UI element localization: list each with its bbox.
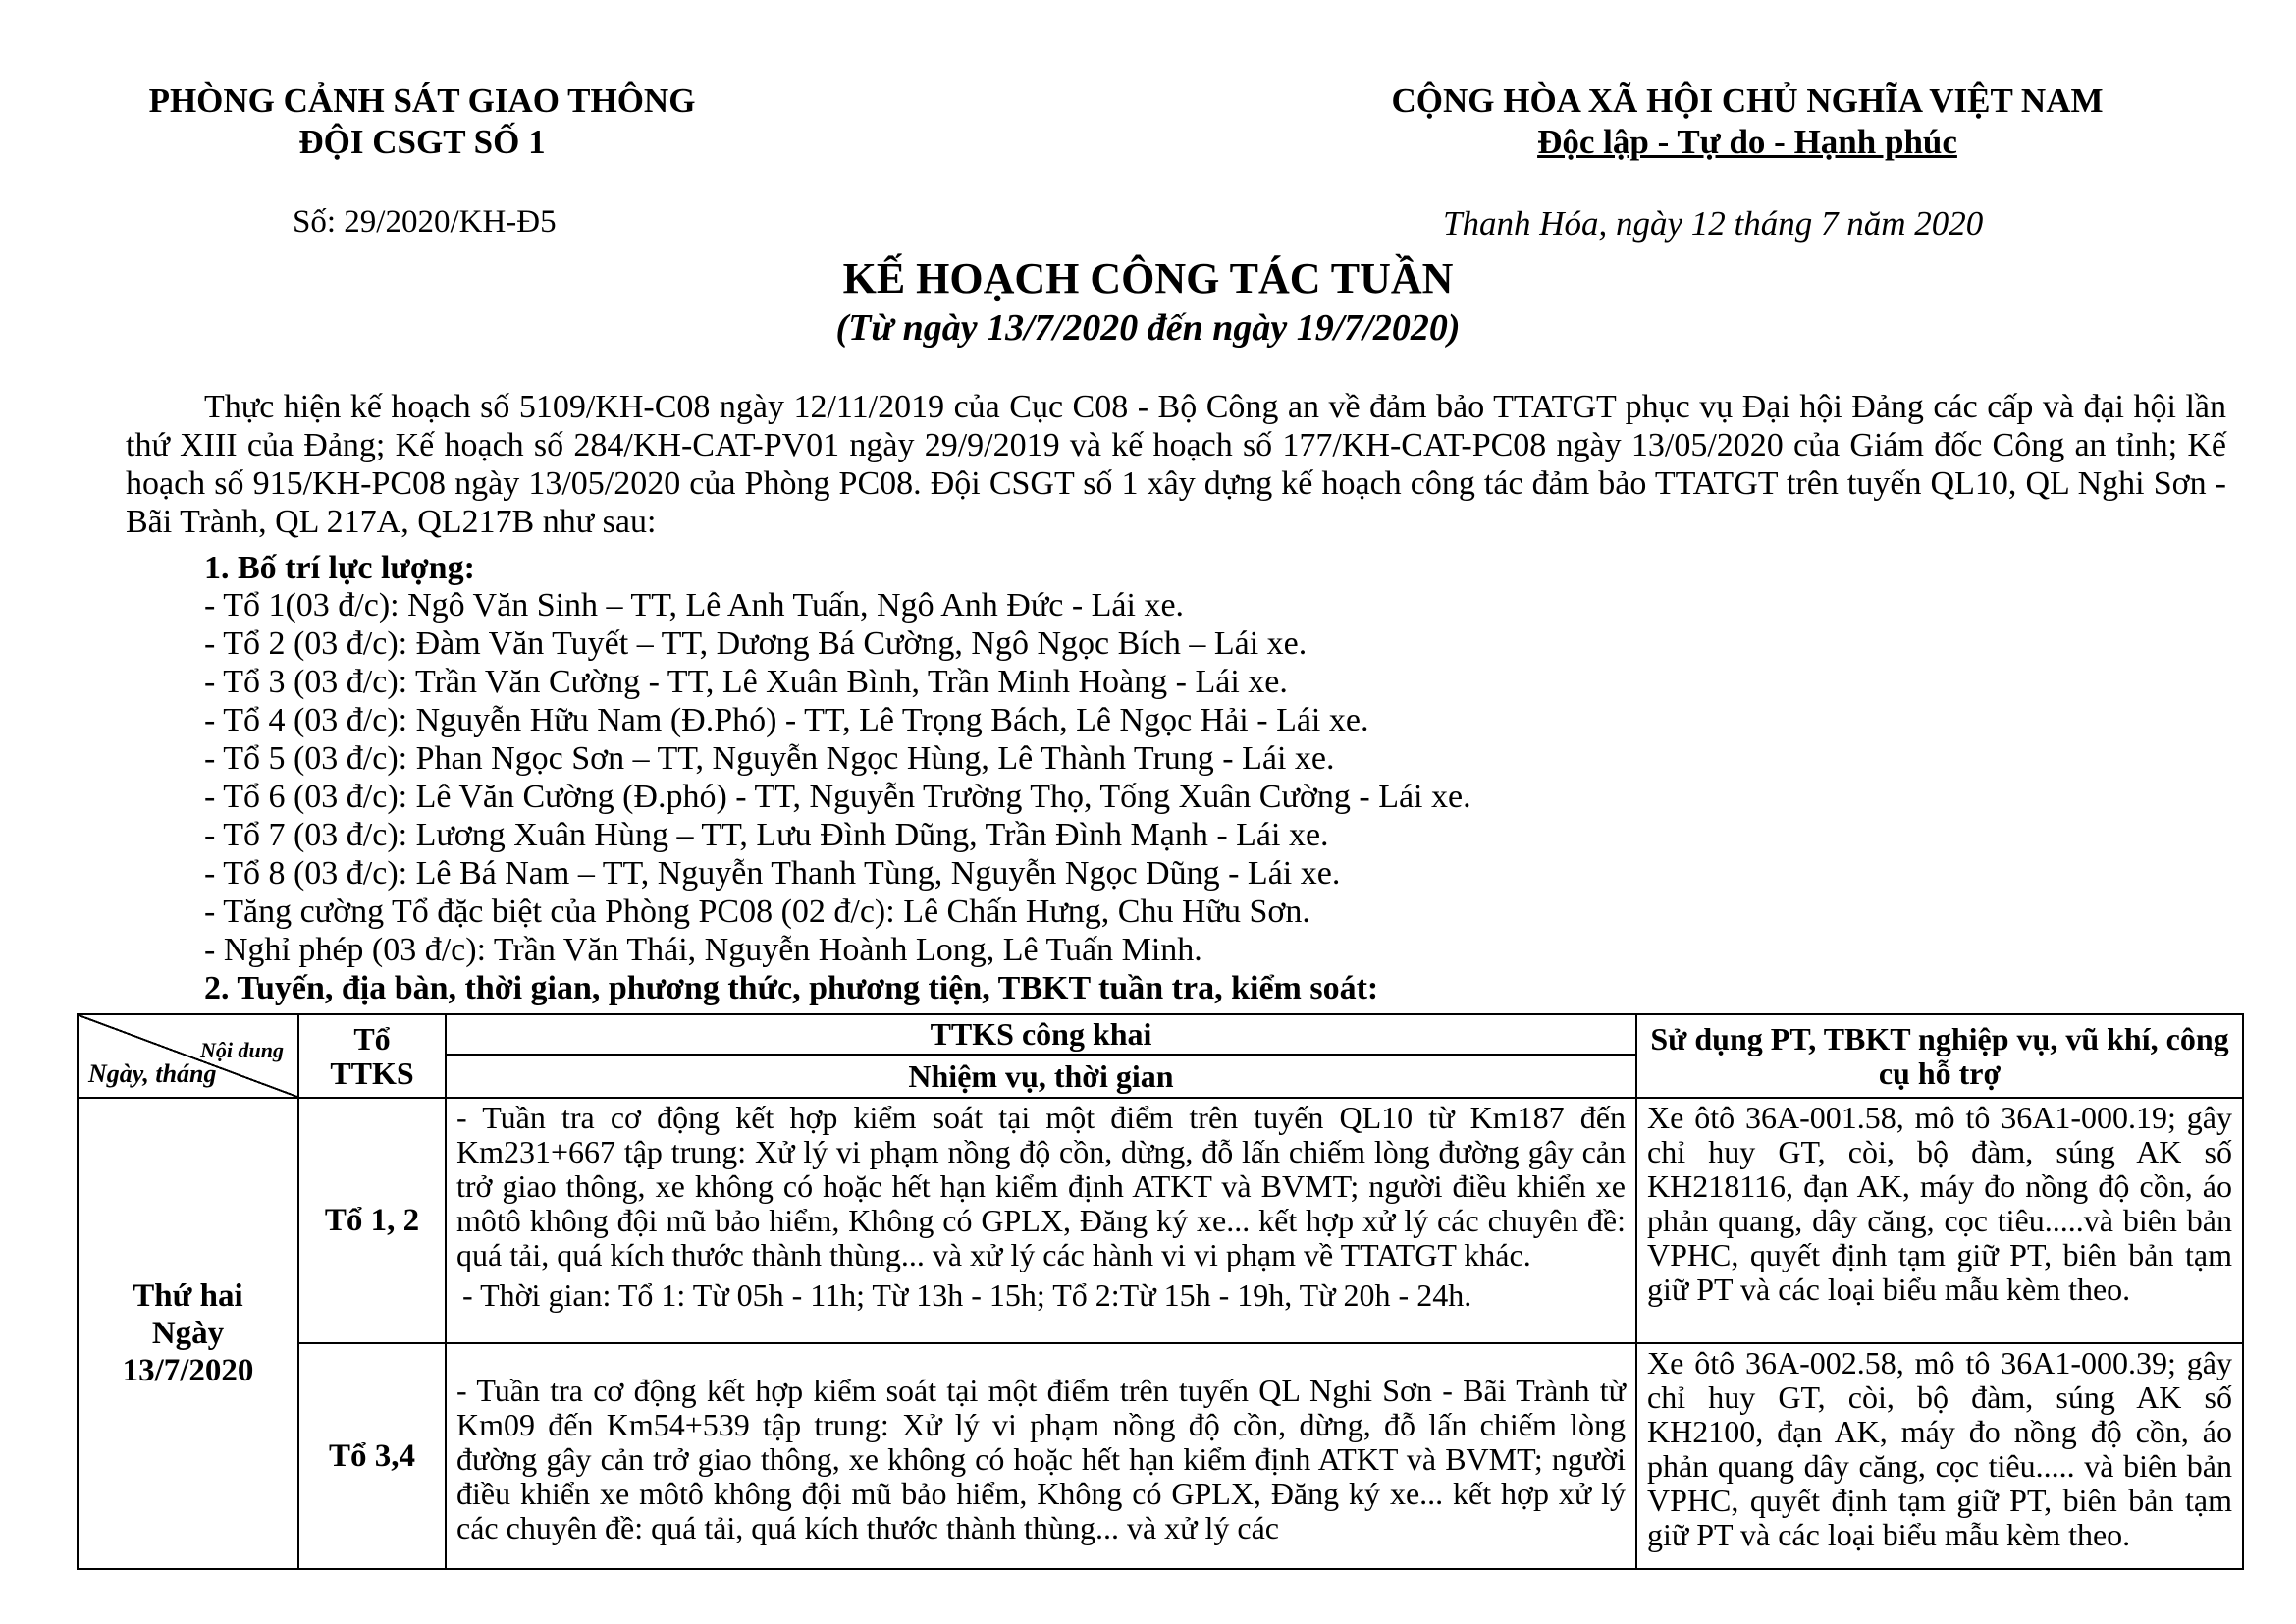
- diag-header-content: Nội dung: [200, 1038, 284, 1062]
- intro-paragraph: Thực hiện kế hoạch số 5109/KH-C08 ngày 12/11/2019 của Cục C08 - Bộ Công an về đảm bảo TTATGT phục vụ Đại hội Đảng các cấp và đại hội lần thứ XIII của Đảng; Kế hoạch số 284/KH-CAT-PV01 ngày 29/9/2019 và kế hoạch số 177/KH-CAT-PC08 ngày 13/05/2020 của Giám đốc Công an tỉnh; Kế hoạch số 915/KH-PC08 ngày 13/05/2020 của Phòng PC08. Đội CSGT số 1 xây dựng kế hoạch công tác đảm bảo TTATGT trên tuyến QL10, QL Nghi Sơn - Bãi Trành, QL 217A, QL217B như sau:: [126, 389, 2226, 540]
- national-header: [1315, 81, 2179, 163]
- equipment-cell: Xe ôtô 36A-002.58, mô tô 36A1-000.39; gây chỉ huy GT, còi, bộ đàm, súng AK số KH2100, đạn AK, máy đo nồng độ cồn, áo phản quang dây căng, cọc tiêu..... và biên bản VPHC, quyết định tạm giữ PT, biên bản tạm giữ PT và các loại biểu mẫu kèm theo.: [1636, 1343, 2243, 1569]
- document-number: Số: 29/2020/KH-Đ5: [293, 204, 557, 240]
- force-line-6: - Tổ 6 (03 đ/c): Lê Văn Cường (Đ.phó) - TT, Nguyễn Trường Thọ, Tống Xuân Cường - Lái xe.: [204, 779, 1471, 815]
- section-2-title: 2. Tuyến, địa bàn, thời gian, phương thức, phương tiện, TBKT tuần tra, kiểm soát:: [204, 970, 1379, 1006]
- force-line-1: - Tổ 1(03 đ/c): Ngô Văn Sinh – TT, Lê Anh Tuấn, Ngô Anh Đức - Lái xe.: [204, 587, 1185, 623]
- document-title: KẾ HOẠCH CÔNG TÁC TUẦN: [842, 254, 1454, 302]
- force-line-2: - Tổ 2 (03 đ/c): Đàm Văn Tuyết – TT, Dương Bá Cường, Ngô Ngọc Bích – Lái xe.: [204, 625, 1308, 662]
- force-line-9: - Tăng cường Tổ đặc biệt của Phòng PC08 (02 đ/c): Lê Chấn Hưng, Chu Hữu Sơn.: [204, 893, 1310, 930]
- force-line-4: - Tổ 4 (03 đ/c): Nguyễn Hữu Nam (Đ.Phó) - TT, Lê Trọng Bách, Lê Ngọc Hải - Lái xe.: [204, 702, 1369, 738]
- task-cell: [446, 1098, 1636, 1343]
- task-header: Nhiệm vụ, thời gian: [446, 1055, 1636, 1098]
- unit-name: ĐỘI CSGT SỐ 1: [298, 123, 546, 161]
- national-motto: Độc lập - Tự do - Hạnh phúc: [1537, 123, 1957, 161]
- section-1-title: 1. Bố trí lực lượng:: [204, 550, 475, 586]
- team-header: Tổ TTKS: [298, 1014, 446, 1098]
- day-cell: [78, 1098, 298, 1569]
- force-line-8: - Tổ 8 (03 đ/c): Lê Bá Nam – TT, Nguyễn Thanh Tùng, Nguyễn Ngọc Dũng - Lái xe.: [204, 855, 1341, 892]
- force-line-7: - Tổ 7 (03 đ/c): Lương Xuân Hùng – TT, Lưu Đình Dũng, Trần Đình Mạnh - Lái xe.: [204, 817, 1329, 853]
- task-cell: - Tuần tra cơ động kết hợp kiểm soát tại một điểm trên tuyến QL Nghi Sơn - Bãi Trành từ Km09 đến Km54+539 tập trung: Xử lý vi phạm nồng độ cồn, dừng, đỗ lấn chiếm lòng đường gây cản trở giao thông, xe không có hoặc hết hạn kiểm định ATKT và BVMT; người điều khiển xe môtô không đội mũ bảo hiểm, Không có GPLX, Đăng ký xe... kết hợp xử lý các chuyên đề: quá tải, quá kích thước thành thùng... và xử lý các: [446, 1343, 1636, 1569]
- day-label: Ngày: [151, 1316, 225, 1351]
- table-row: [78, 1343, 2243, 1569]
- agency-name: PHÒNG CẢNH SÁT GIAO THÔNG: [148, 81, 696, 120]
- force-line-3: - Tổ 3 (03 đ/c): Trần Văn Cường - TT, Lê Xuân Bình, Trần Minh Hoàng - Lái xe.: [204, 664, 1288, 700]
- diag-header-date: Ngày, tháng: [88, 1059, 217, 1088]
- force-line-10: - Nghỉ phép (03 đ/c): Trần Văn Thái, Nguyễn Hoành Long, Lê Tuấn Minh.: [204, 932, 1202, 968]
- table-row: [78, 1098, 2243, 1343]
- diagonal-header-cell: [78, 1014, 298, 1098]
- day-date: 13/7/2020: [122, 1353, 254, 1388]
- public-patrol-header: TTKS công khai: [446, 1014, 1636, 1055]
- schedule-table: [77, 1013, 2244, 1570]
- table-header-row: [78, 1014, 2243, 1055]
- document-subtitle: (Từ ngày 13/7/2020 đến ngày 19/7/2020): [835, 307, 1461, 349]
- team-cell: Tổ 1, 2: [298, 1098, 446, 1343]
- task-time: - Thời gian: Tổ 1: Từ 05h - 11h; Từ 13h - 15h; Tổ 2:Từ 15h - 19h, Từ 20h - 24h.: [462, 1277, 1472, 1313]
- team-cell: Tổ 3,4: [298, 1343, 446, 1569]
- equipment-cell: Xe ôtô 36A-001.58, mô tô 36A1-000.19; gây chỉ huy GT, còi, bộ đàm, súng AK số KH218116, đạn AK, máy đo nồng độ cồn, áo phản quang, dây căng, cọc tiêu.....và biên bản VPHC, quyết định tạm giữ PT, biên bản tạm giữ PT và các loại biểu mẫu kèm theo.: [1636, 1098, 2243, 1343]
- document-date: Thanh Hóa, ngày 12 tháng 7 năm 2020: [1443, 204, 1984, 243]
- day-name: Thứ hai: [133, 1278, 243, 1314]
- force-line-5: - Tổ 5 (03 đ/c): Phan Ngọc Sơn – TT, Nguyễn Ngọc Hùng, Lê Thành Trung - Lái xe.: [204, 740, 1335, 777]
- task-description: - Tuần tra cơ động kết hợp kiểm soát tại một điểm trên tuyến QL10 từ Km187 đến Km231+667 tập trung: Xử lý vi phạm nồng độ cồn, dừng, đỗ lấn chiếm lòng đường gây cản trở giao thông, xe không có hoặc hết hạn kiểm định ATKT và BVMT; người điều khiển xe môtô không đội mũ bảo hiểm, Không có GPLX, Đăng ký xe... kết hợp xử lý các chuyên đề: quá tải, quá kích thước thành thùng... và xử lý các hành vi vi phạm về TTATGT khác.: [456, 1100, 1626, 1272]
- agency-header: [128, 81, 717, 163]
- national-title: CỘNG HÒA XÃ HỘI CHỦ NGHĨA VIỆT NAM: [1391, 81, 2104, 120]
- equipment-header: Sử dụng PT, TBKT nghiệp vụ, vũ khí, công cụ hỗ trợ: [1636, 1014, 2243, 1098]
